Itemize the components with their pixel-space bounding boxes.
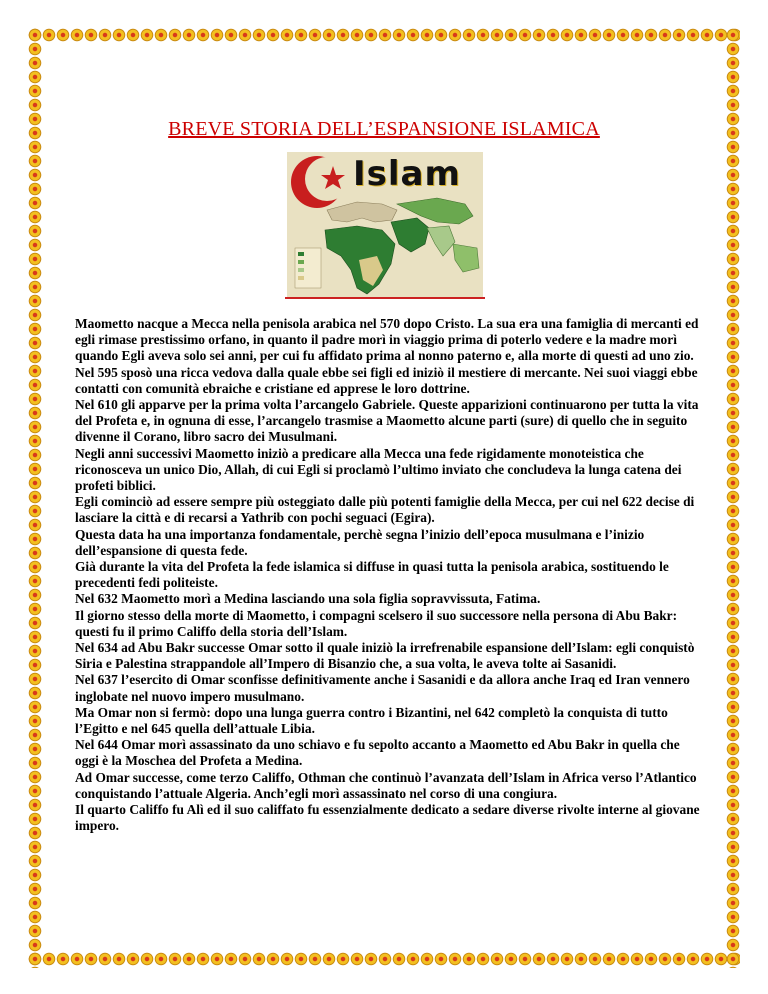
paragraph: Nel 637 l’esercito di Omar sconfisse definitivamente anche i Sasanidi e da allora anche Iraq ed Iran vennero inglobate nel nuovo impero musulmano.: [75, 672, 690, 704]
decorative-border-left: [28, 28, 42, 968]
paragraph: Ma Omar non si fermò: dopo una lunga guerra contro i Bizantini, nel 642 completò la conquista di tutto l’Egitto e nel 645 quella dell’attuale Libia.: [75, 704, 668, 737]
article-body: [75, 316, 705, 835]
paragraph: Negli anni successivi Maometto iniziò a predicare alla Mecca una fede rigidamente monoteistica che riconosceva un unico Dio, Allah, di cui Egli si proclamò l’ultimo inviato che concludeva la lunga catena dei profeti biblici.: [75, 445, 682, 494]
paragraph: Nel 610 gli apparve per la prima volta l’arcangelo Gabriele. Queste apparizioni continuarono per tutta la vita del Profeta e, in ognuna di esse, l’arcangelo trasmise a Maometto alcune parti (sure) di quello che in seguito divenne il Corano, libro sacro dei Musulmani.: [75, 397, 699, 445]
paragraph: Nel 595 sposò una ricca vedova dalla quale ebbe sei figli ed iniziò il mestiere di mercante. Nei suoi viaggi ebbe contatti con comunità ebraiche e cristiane ed apprese le loro dottrine.: [75, 364, 698, 396]
paragraph: Maometto nacque a Mecca nella penisola arabica nel 570 dopo Cristo. La sua era una famiglia di mercanti ed egli rimase prestissimo orfano, in quanto il padre morì in viaggio prima di poterlo vedere e la madre morì quando Egli aveva solo sei anni, per cui fu affidato prima al nonno paterno e, alla morte di questi ad uno zio.: [75, 316, 699, 364]
paragraph: Nel 634 ad Abu Bakr successe Omar sotto il quale iniziò la irrefrenabile espansione dell’Islam: egli conquistò Siria e Palestina strappandole all’Impero di Bisanzio che, a sua volta, le aveva tolte ai Sasanidi.: [75, 640, 695, 672]
page-title: BREVE STORIA DELL’ESPANSIONE ISLAMICA: [168, 118, 600, 140]
banner-word: Islam: [353, 154, 461, 194]
paragraph: Questa data ha una importanza fondamentale, perchè segna l’inizio dell’epoca musulmana e l’inizio dell’espansione di questa fede.: [75, 526, 645, 558]
banner-divider: [285, 297, 485, 299]
decorative-border-right: [726, 28, 740, 968]
paragraph: Nel 644 Omar morì assassinato da uno schiavo e fu sepolto accanto a Maometto ed Abu Bakr in quella che oggi è la Moschea del Profeta a Medina.: [75, 737, 680, 769]
paragraph: Il giorno stesso della morte di Maometto, i compagni scelsero il suo successore nella persona di Abu Bakr: questi fu il primo Califfo della storia dell’Islam.: [75, 607, 678, 639]
paragraph: Ad Omar successe, come terzo Califfo, Othman che continuò l’avanzata dell’Islam in Africa verso l’Atlantico conquistando l’attuale Algeria. Anch’egli morì assassinato nel corso di una congiura.: [75, 769, 697, 801]
paragraph: Il quarto Califfo fu Alì ed il suo califfato fu essenzialmente dedicato a sedare diverse rivolte interne al giovane impero.: [75, 802, 700, 834]
islam-banner-image: [287, 152, 483, 298]
decorative-border-bottom: [28, 952, 740, 966]
decorative-border-top: [28, 28, 740, 42]
paragraph: Già durante la vita del Profeta la fede islamica si diffuse in quasi tutta la penisola arabica, sostituendo le precedenti fedi politeiste.: [75, 559, 669, 591]
paragraph: Nel 632 Maometto morì a Medina lasciando una sola figlia sopravvissuta, Fatima.: [75, 591, 541, 607]
paragraph: Egli cominciò ad essere sempre più osteggiato dalle più potenti famiglie della Mecca, per cui nel 622 decise di lasciare la città e di recarsi a Yathrib con pochi seguaci (Egira).: [75, 494, 695, 526]
